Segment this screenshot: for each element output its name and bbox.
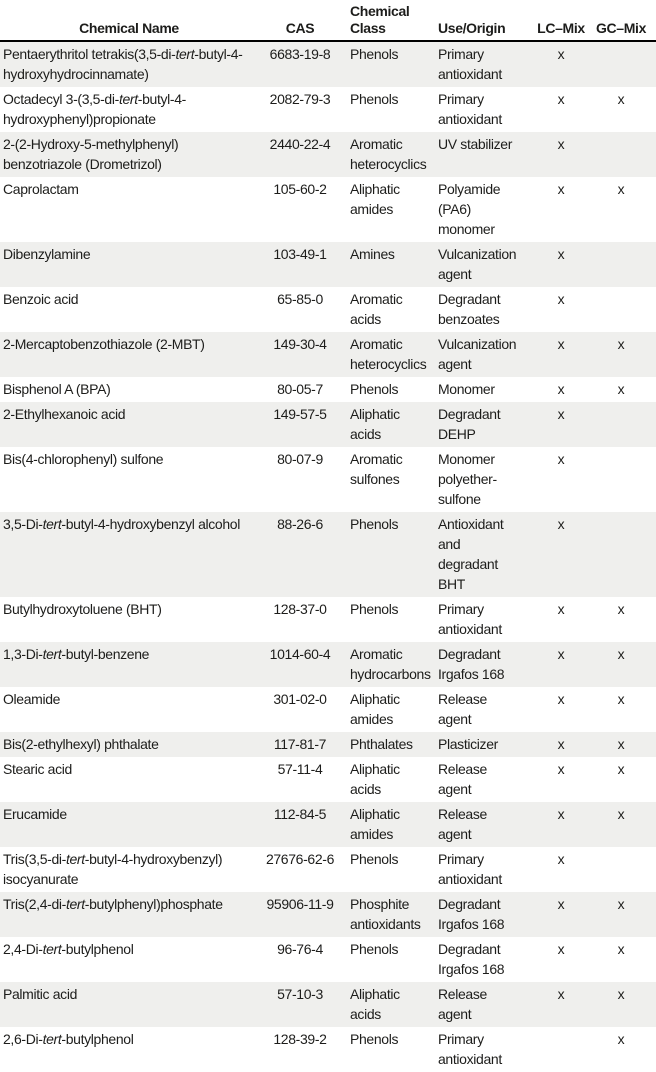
table-row [0, 802, 656, 847]
cell-chemical-name: 2-Ethylhexanoic acid [3, 406, 126, 422]
cell-gc-mix-mark [586, 447, 656, 512]
cell-chemical-class: Phosphite antioxidants [350, 896, 421, 932]
cell-chemical-name: Tris(3,5-di-tert-butyl-4-hydroxybenzyl) isocyanurate [3, 851, 223, 887]
cell-use-origin: Vulcanization agent [438, 336, 517, 372]
cell-cas: 2440-22-4 [269, 136, 331, 152]
cell-lc-mix-mark: x [557, 761, 565, 777]
cell-use-origin: Plasticizer [438, 736, 498, 752]
table-row [0, 982, 656, 1027]
cell-lc-mix-mark: x [557, 406, 565, 422]
table-row [0, 1027, 656, 1072]
cell-chemical-class: Aliphatic amides [350, 181, 400, 217]
cell-chemical-name: 2-(2-Hydroxy-5-methylphenyl) benzotriazole (Drometrizol) [3, 136, 179, 172]
cell-chemical-class: Amines [350, 246, 395, 262]
cell-lc-mix-mark: x [557, 691, 565, 707]
cell-chemical-name: Palmitic acid [3, 986, 78, 1002]
table-row [0, 87, 656, 132]
cell-lc-mix-mark: x [557, 601, 565, 617]
cell-lc-mix-mark: x [557, 136, 565, 152]
cell-cas: 27676-62-6 [265, 851, 335, 867]
cell-chemical-class: Phenols [350, 1031, 399, 1047]
cell-cas: 149-30-4 [273, 336, 327, 352]
table-body [0, 41, 656, 1072]
cell-use-origin: Degradant benzoates [438, 291, 501, 327]
cell-cas: 149-57-5 [273, 406, 327, 422]
table-row [0, 287, 656, 332]
cell-chemical-class: Aliphatic amides [350, 691, 400, 727]
cell-chemical-class: Aromatic sulfones [350, 451, 403, 487]
cell-chemical-name: Erucamide [3, 806, 67, 822]
cell-chemical-class: Phenols [350, 601, 399, 617]
cell-lc-mix-mark: x [557, 736, 565, 752]
cell-gc-mix-mark: x [617, 736, 625, 752]
table-row [0, 332, 656, 377]
cell-gc-mix-mark [586, 242, 656, 287]
cell-gc-mix-mark: x [617, 381, 625, 397]
cell-chemical-name: Tris(2,4-di-tert-butylphenyl)phosphate [3, 896, 223, 912]
cell-chemical-name: Benzoic acid [3, 291, 79, 307]
col-header-chemical-class: Chemical Class [342, 0, 438, 41]
cell-gc-mix-mark [586, 132, 656, 177]
cell-use-origin: Primary antioxidant [438, 601, 502, 637]
cell-gc-mix-mark [586, 402, 656, 447]
cell-lc-mix-mark: x [557, 291, 565, 307]
table-header [0, 0, 656, 41]
cell-use-origin: UV stabilizer [438, 136, 513, 152]
cell-use-origin: Monomer [438, 381, 495, 397]
cell-cas: 80-05-7 [277, 381, 323, 397]
cell-use-origin: Primary antioxidant [438, 91, 502, 127]
cell-lc-mix-mark: x [557, 46, 565, 62]
cell-gc-mix-mark: x [617, 336, 625, 352]
cell-lc-mix-mark: x [557, 986, 565, 1002]
cell-chemical-name: Bisphenol A (BPA) [3, 381, 111, 397]
cell-chemical-name: Pentaerythritol tetrakis(3,5-di-tert-butyl-4-hydroxyhydrocinnamate) [3, 46, 243, 82]
cell-cas: 105-60-2 [273, 181, 327, 197]
cell-lc-mix-mark: x [557, 181, 565, 197]
table-row [0, 937, 656, 982]
cell-gc-mix-mark [586, 41, 656, 87]
cell-cas: 96-76-4 [277, 941, 323, 957]
cell-chemical-class: Phenols [350, 91, 399, 107]
cell-chemical-name: Caprolactam [3, 181, 79, 197]
cell-lc-mix-mark: x [557, 336, 565, 352]
cell-use-origin: Release agent [438, 986, 487, 1022]
cell-chemical-class: Aliphatic acids [350, 986, 400, 1022]
cell-cas: 103-49-1 [273, 246, 327, 262]
cell-gc-mix-mark: x [617, 91, 625, 107]
table-row [0, 597, 656, 642]
table-row [0, 132, 656, 177]
table-row [0, 847, 656, 892]
cell-cas: 80-07-9 [277, 451, 323, 467]
cell-chemical-class: Phthalates [350, 736, 413, 752]
cell-use-origin: Degradant Irgafos 168 [438, 896, 505, 932]
table-row [0, 512, 656, 597]
cell-gc-mix-mark: x [617, 986, 625, 1002]
cell-chemical-name: 3,5-Di-tert-butyl-4-hydroxybenzyl alcohol [3, 516, 240, 532]
table-row [0, 177, 656, 242]
cell-chemical-name: Bis(4-chlorophenyl) sulfone [3, 451, 164, 467]
cell-gc-mix-mark [586, 847, 656, 892]
cell-gc-mix-mark: x [617, 896, 625, 912]
cell-gc-mix-mark [586, 287, 656, 332]
cell-chemical-class: Phenols [350, 381, 399, 397]
cell-chemical-class: Aromatic acids [350, 291, 403, 327]
cell-chemical-name: Octadecyl 3-(3,5-di-tert-butyl-4-hydroxyphenyl)propionate [3, 91, 186, 127]
cell-lc-mix-mark: x [557, 646, 565, 662]
col-header-use-origin: Use/Origin [438, 0, 536, 41]
cell-cas: 1014-60-4 [269, 646, 331, 662]
col-header-cas: CAS [258, 0, 342, 41]
cell-chemical-class: Aliphatic amides [350, 806, 400, 842]
cell-chemical-class: Phenols [350, 516, 399, 532]
header-row [0, 0, 656, 41]
table-row [0, 642, 656, 687]
cell-gc-mix-mark: x [617, 1031, 625, 1047]
cell-chemical-class: Aliphatic acids [350, 406, 400, 442]
cell-chemical-name: 1,3-Di-tert-butyl-benzene [3, 646, 150, 662]
cell-cas: 57-10-3 [277, 986, 323, 1002]
cell-lc-mix-mark: x [557, 896, 565, 912]
cell-chemical-class: Phenols [350, 46, 399, 62]
cell-use-origin: Primary antioxidant [438, 1031, 502, 1067]
cell-lc-mix-mark: x [557, 516, 565, 532]
cell-chemical-class: Aromatic heterocyclics [350, 336, 427, 372]
cell-chemical-name: Dibenzylamine [3, 246, 91, 262]
cell-use-origin: Antioxidant and degradant BHT [438, 516, 504, 592]
cell-chemical-name: 2,4-Di-tert-butylphenol [3, 941, 134, 957]
table-row [0, 892, 656, 937]
cell-lc-mix-mark: x [557, 246, 565, 262]
cell-chemical-name: Stearic acid [3, 761, 72, 777]
cell-lc-mix-mark: x [557, 806, 565, 822]
cell-use-origin: Release agent [438, 761, 487, 797]
cell-chemical-name: Bis(2-ethylhexyl) phthalate [3, 736, 159, 752]
cell-cas: 117-81-7 [273, 736, 327, 752]
cell-lc-mix-mark: x [557, 451, 565, 467]
table-row [0, 447, 656, 512]
table-row [0, 687, 656, 732]
cell-lc-mix-mark: x [557, 941, 565, 957]
cell-lc-mix-mark: x [557, 851, 565, 867]
table-row [0, 41, 656, 87]
cell-cas: 57-11-4 [277, 761, 323, 777]
cell-cas: 112-84-5 [273, 806, 327, 822]
cell-gc-mix-mark: x [617, 181, 625, 197]
cell-chemical-name: 2-Mercaptobenzothiazole (2-MBT) [3, 336, 205, 352]
col-header-gc-mix: GC–Mix [586, 0, 656, 41]
cell-cas: 128-37-0 [273, 601, 327, 617]
cell-use-origin: Primary antioxidant [438, 851, 502, 887]
cell-use-origin: Degradant Irgafos 168 [438, 646, 505, 682]
cell-chemical-name: Oleamide [3, 691, 61, 707]
cell-cas: 2082-79-3 [269, 91, 331, 107]
cell-cas: 301-02-0 [273, 691, 327, 707]
cell-lc-mix-mark: x [557, 91, 565, 107]
table-row [0, 377, 656, 402]
cell-gc-mix-mark: x [617, 941, 625, 957]
cell-gc-mix-mark [586, 512, 656, 597]
cell-use-origin: Degradant DEHP [438, 406, 501, 442]
cell-gc-mix-mark: x [617, 761, 625, 777]
cell-gc-mix-mark: x [617, 646, 625, 662]
col-header-lc-mix: LC–Mix [536, 0, 586, 41]
cell-use-origin: Primary antioxidant [438, 46, 502, 82]
cell-lc-mix-mark [536, 1027, 586, 1072]
table-row [0, 242, 656, 287]
cell-chemical-class: Aromatic heterocyclics [350, 136, 427, 172]
cell-gc-mix-mark: x [617, 691, 625, 707]
cell-lc-mix-mark: x [557, 381, 565, 397]
table-row [0, 757, 656, 802]
cell-use-origin: Polyamide (PA6) monomer [438, 181, 501, 237]
cell-gc-mix-mark: x [617, 601, 625, 617]
cell-chemical-class: Aliphatic acids [350, 761, 400, 797]
cell-cas: 88-26-6 [277, 516, 323, 532]
cell-chemical-class: Aromatic hydrocarbons [350, 646, 431, 682]
cell-chemical-class: Phenols [350, 851, 399, 867]
col-header-chemical-name: Chemical Name [0, 0, 258, 41]
cell-use-origin: Vulcanization agent [438, 246, 517, 282]
cell-chemical-name: Butylhydroxytoluene (BHT) [3, 601, 162, 617]
table-row [0, 402, 656, 447]
table-row [0, 732, 656, 757]
cell-use-origin: Degradant Irgafos 168 [438, 941, 505, 977]
cell-cas: 95906-11-9 [266, 896, 334, 912]
cell-gc-mix-mark: x [617, 806, 625, 822]
cell-use-origin: Monomer polyether-sulfone [438, 451, 497, 507]
cell-chemical-name: 2,6-Di-tert-butylphenol [3, 1031, 134, 1047]
cell-use-origin: Release agent [438, 691, 487, 727]
cell-cas: 128-39-2 [273, 1031, 327, 1047]
cell-cas: 6683-19-8 [269, 46, 331, 62]
cell-cas: 65-85-0 [277, 291, 323, 307]
cell-chemical-class: Phenols [350, 941, 399, 957]
cell-use-origin: Release agent [438, 806, 487, 842]
